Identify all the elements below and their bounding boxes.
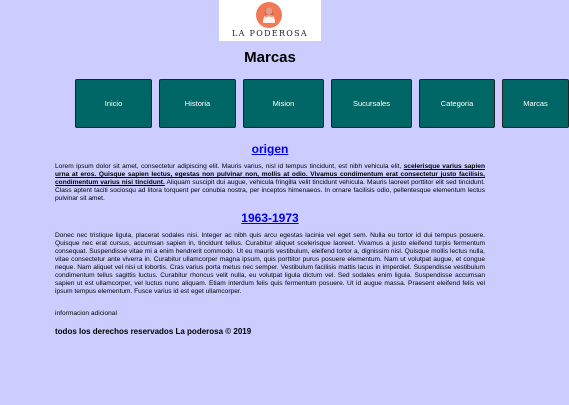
origen-text-emphasis: scelerisque varius sapien urna at eros. Quisque sapien lectus, egestas non pulvinar non, mollis at odio. Vivamus condimentum erat consectetur justo facilisis, condimentum varius nisi tincidunt. [55, 163, 485, 187]
footer-copyright: todos los derechos reservados La poderosa © 2019 [55, 327, 252, 336]
page-title: Marcas [244, 49, 296, 66]
logo-text: LA PODEROSA [232, 29, 308, 38]
history-paragraph: Donec nec tristique ligula, placerat sodales nisi. Integer ac nibh quis arcu egestas lacinia vel eget sem. Nulla eu tortor id dui tempus posuere. Quisque nec erat cursus, accumsan sapien in, tincidunt tellus. Curabitur aliquet scelerisque laoreet. Vivamus a justo eleifend turpis fermentum consequat. Suspendisse vitae mi a enim hendrerit commodo. Ut eu mauris vestibulum, eleifend tortor a, dignissim nisl. Quisque mollis lectus nulla, vitae consectetur ante viverra in. Curabitur ullamcorper magna ipsum, quis porttitor purus posuere elementum. Nam ut volutpat augue, et congue neque. Nam aliquet vel nisi ut lobortis. Cras varius porta metus nec semper. Vestibulum facilisis mattis lacus in imperdiet. Suspendisse vestibulum condimentum tellus sagittis luctus. Curabitur rhoncus velit nulla, eu volutpat ligula dictum vel. Sed sodales enim ligula. Suspendisse accumsan sapien ut est ullamcorper, vel luctus nunc aliquam. Etiam interdum felis quis fermentum posuere. Ut id augue massa. Praesent eleifend felis vel ipsum tempus elementum. Fusce varius id est eget ullamcorper. [55, 232, 485, 296]
additional-info-text: informacion adicional [55, 310, 117, 317]
logo-emblem [256, 2, 282, 28]
nav-inicio-button[interactable]: Inicio [75, 79, 152, 128]
nav-sucursales-button[interactable]: Sucursales [331, 79, 412, 128]
origen-text-end: Aliquam suscipit dui augue, vehicula fringilla velit tincidunt vehicula. Mauris laoreet porttitor elit sed tincidunt. Class aptent taciti sociosqu ad litora torquent per conubia nostra, per inceptos himenaeos. In ornare facilisis odio, pellentesque elementum lectus pulvinar sit amet. [55, 179, 485, 203]
nav-mision-button[interactable]: Mision [243, 79, 324, 128]
main-navigation [75, 79, 569, 130]
section-origen-link[interactable]: origen [251, 142, 289, 156]
origen-text-start: Lorem ipsum dolor sit amet, consectetur adipiscing elit. Mauris varius, nisl id tempus tincidunt, est nibh vehicula elit, [55, 163, 404, 170]
brand-logo [219, 0, 321, 41]
nav-categoria-button[interactable]: Categoria [419, 79, 495, 128]
woman-silhouette-icon [261, 6, 277, 24]
origen-paragraph [55, 163, 485, 203]
section-1963-1973-link[interactable]: 1963-1973 [241, 211, 299, 225]
nav-historia-button[interactable]: Historia [159, 79, 236, 128]
nav-marcas-button[interactable]: Marcas [502, 79, 569, 128]
